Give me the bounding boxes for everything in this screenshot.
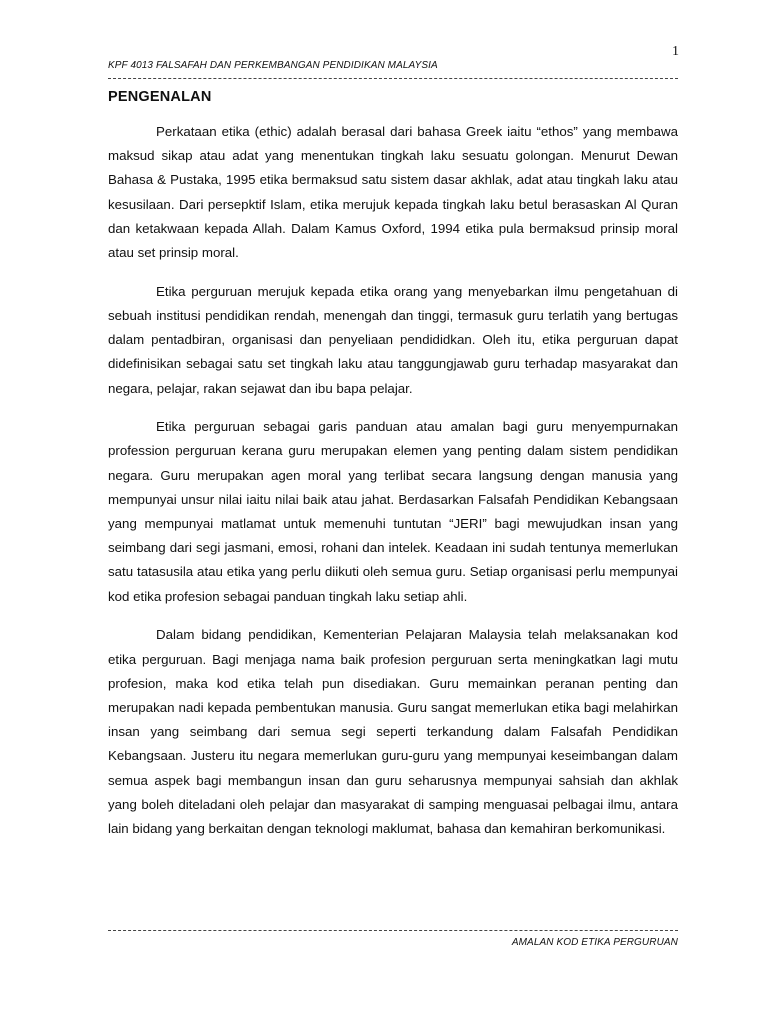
running-footer: AMALAN KOD ETIKA PERGURUAN: [511, 937, 678, 948]
paragraph-2: Etika perguruan merujuk kepada etika orang yang menyebarkan ilmu pengetahuan di sebuah institusi pendidikan rendah, menengah dan tinggi, termasuk guru terlatih yang bertugas dalam pentadbiran, organisasi dan penyeliaan pendididkan. Oleh itu, etika perguruan dapat didefinisikan sebagai satu set tingkah laku atau tanggungjawab guru terhadap masyarakat dan negara, pelajar, rakan sejawat dan ibu bapa pelajar.: [108, 283, 678, 396]
header-divider: [108, 78, 678, 79]
section-heading: PENGENALAN: [108, 89, 212, 105]
running-header: KPF 4013 FALSAFAH DAN PERKEMBANGAN PENDIDIKAN MALAYSIA: [108, 60, 438, 71]
footer-divider: [108, 930, 678, 931]
page-number: 1: [672, 44, 679, 59]
paragraph-4: Dalam bidang pendidikan, Kementerian Pelajaran Malaysia telah melaksanakan kod etika perguruan. Bagi menjaga nama baik profesion perguruan serta meningkatkan lagi mutu profesion, maka kod etika telah pun disediakan. Guru memainkan peranan penting dan merupakan nadi kepada pembentukan manusia. Guru sangat memerlukan etika bagi melahirkan insan yang seimbang dari semua segi seperti terkandung dalam Falsafah Pendidikan Kebangsaan. Justeru itu negara memerlukan guru-guru yang mempunyai keseimbangan dalam semua aspek bagi membangun insan dan guru seharusnya mempunyai sahsiah dan akhlak yang boleh diteladani oleh pelajar dan masyarakat di samping menguasai pelbagai ilmu, antara lain bidang yang berkaitan dengan teknologi maklumat, bahasa dan kemahiran berkomunikasi.: [108, 627, 678, 836]
paragraph-3: Etika perguruan sebagai garis panduan atau amalan bagi guru menyempurnakan profession perguruan kerana guru merupakan elemen yang penting dalam sistem pendidikan negara. Guru merupakan agen moral yang terlibat secara langsung dengan manusia yang mempunyai unsur nilai iaitu nilai baik atau jahat. Berdasarkan Falsafah Pendidikan Kebangsaan yang mempunyai matlamat untuk memenuhi tuntutan “JERI” bagi mewujudkan insan yang seimbang dari segi jasmani, emosi, rohani dan intelek. Keadaan ini sudah tentunya memerlukan satu tatasusila atau etika yang perlu diikuti oleh semua guru. Setiap organisasi perlu mempunyai kod etika profesion sebagai panduan tingkah laku setiap ahli.: [108, 419, 678, 604]
body-text: [108, 120, 678, 856]
paragraph-1: Perkataan etika (ethic) adalah berasal dari bahasa Greek iaitu “ethos” yang membawa maksud sikap atau adat yang menentukan tingkah laku sesuatu golongan. Menurut Dewan Bahasa & Pustaka, 1995 etika bermaksud satu sistem dasar akhlak, adat atau tingkah laku atau kesusilaan. Dari persepktif Islam, etika merujuk kepada tingkah laku betul berasaskan Al Quran dan ketakwaan kepada Allah. Dalam Kamus Oxford, 1994 etika pula bermaksud prinsip moral atau set prinsip moral.: [108, 124, 678, 261]
